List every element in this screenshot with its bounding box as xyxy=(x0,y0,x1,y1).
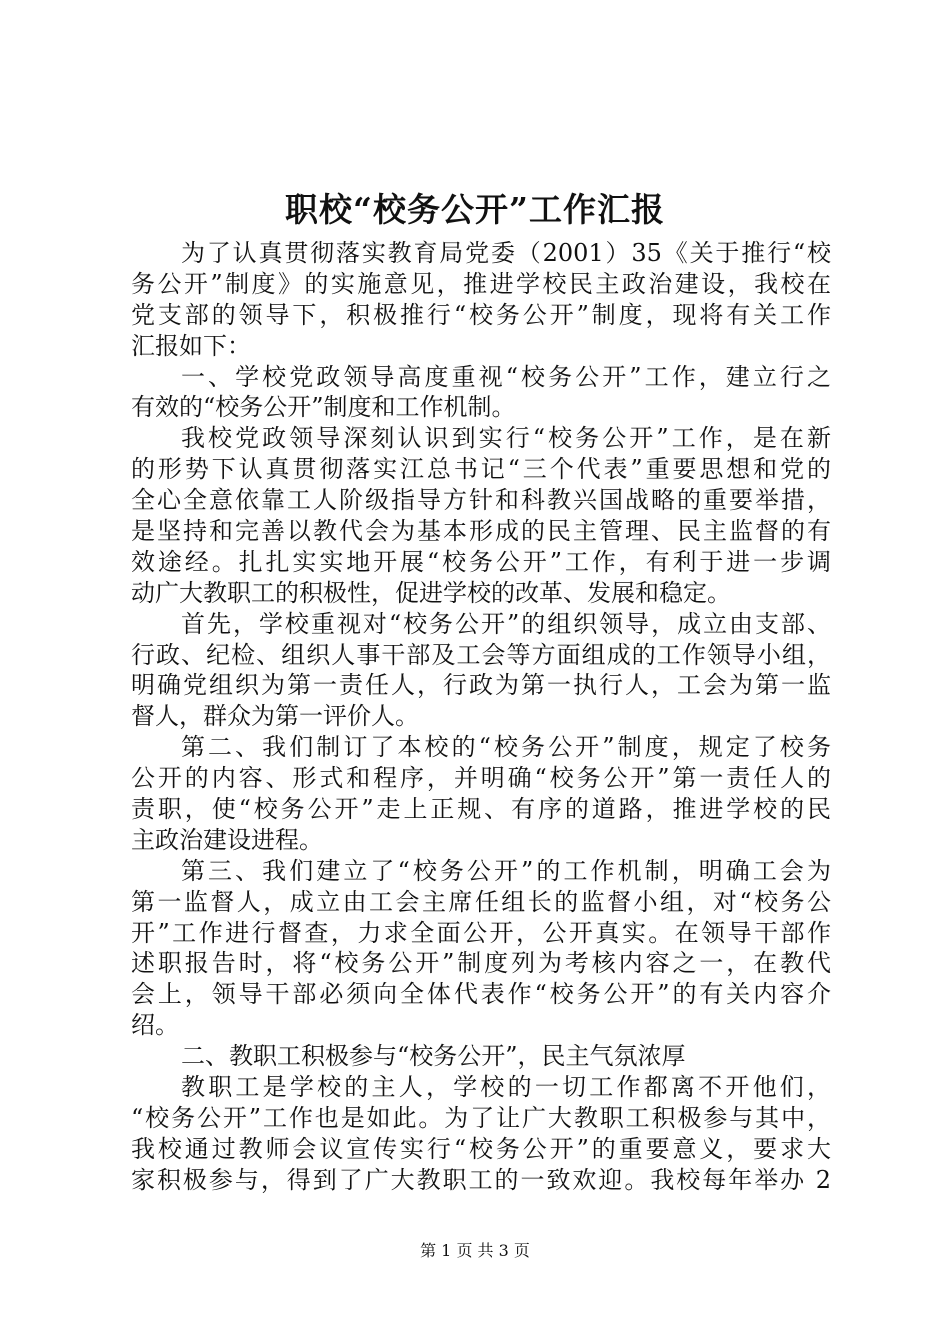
paragraph-first-line: 教职工是学校的主人，学校的一切工作都离不开他们， xyxy=(181,1073,831,1102)
paragraph-line: 主政治建设进程。 xyxy=(131,825,323,854)
paragraph-line: 汇报如下： xyxy=(131,331,251,360)
paragraph-line: 述职报告时，将“校务公开”制度列为考核内容之一，在教代 xyxy=(131,949,831,978)
paragraph-line: 全心全意依靠工人阶级指导方针和科教兴国战略的重要举措， xyxy=(131,486,831,515)
page-footer: 第 1 页 共 3 页 xyxy=(420,1241,530,1260)
document-title: 职校“校务公开”工作汇报 xyxy=(285,190,665,229)
paragraph-first-line: 第三、我们建立了“校务公开”的工作机制，明确工会为 xyxy=(181,856,831,885)
paragraph-line: 党支部的领导下，积极推行“校务公开”制度，现将有关工作 xyxy=(131,300,831,329)
paragraph-first-line: 二、教职工积极参与“校务公开”，民主气氛浓厚 xyxy=(181,1042,686,1071)
paragraph-line: 务公开”制度》的实施意见，推进学校民主政治建设，我校在 xyxy=(131,269,831,298)
paragraph-line: 是坚持和完善以教代会为基本形成的民主管理、民主监督的有 xyxy=(131,517,831,546)
paragraph-line: 会上，领导干部必须向全体代表作“校务公开”的有关内容介 xyxy=(131,980,831,1009)
paragraph-line: 绍。 xyxy=(131,1011,179,1040)
paragraph-line: 明确党组织为第一责任人，行政为第一执行人，工会为第一监 xyxy=(131,671,831,700)
paragraph-line: 的形势下认真贯彻落实江总书记“三个代表”重要思想和党的 xyxy=(131,455,831,484)
paragraph-line: 效途经。扎扎实实地开展“校务公开”工作，有利于进一步调 xyxy=(131,547,831,576)
paragraph-first-line: 第二、我们制订了本校的“校务公开”制度，规定了校务 xyxy=(181,733,831,762)
document-body xyxy=(131,238,831,1196)
paragraph-line: 责职，使“校务公开”走上正规、有序的道路，推进学校的民 xyxy=(131,795,831,824)
paragraph-line: “校务公开”工作也是如此。为了让广大教职工积极参与其中， xyxy=(131,1103,831,1132)
paragraph-line: 动广大教职工的积极性，促进学校的改革、发展和稳定。 xyxy=(131,578,731,607)
paragraph-line: 第一监督人，成立由工会主席任组长的监督小组，对“校务公 xyxy=(131,887,831,916)
paragraph-line: 行政、纪检、组织人事干部及工会等方面组成的工作领导小组， xyxy=(131,640,831,669)
paragraph-first-line: 一、学校党政领导高度重视“校务公开”工作，建立行之 xyxy=(181,362,831,391)
paragraph-line: 我校通过教师会议宣传实行“校务公开”的重要意义，要求大 xyxy=(131,1134,831,1163)
paragraph-first-line: 首先，学校重视对“校务公开”的组织领导，成立由支部、 xyxy=(181,609,831,638)
paragraph-line: 有效的“校务公开”制度和工作机制。 xyxy=(131,393,516,422)
paragraph-line: 公开的内容、形式和程序，并明确“校务公开”第一责任人的 xyxy=(131,764,831,793)
paragraph-line: 家积极参与，得到了广大教职工的一致欢迎。我校每年举办 2 xyxy=(131,1165,831,1194)
paragraph-line: 开”工作进行督查，力求全面公开，公开真实。在领导干部作 xyxy=(131,918,831,947)
paragraph-first-line: 为了认真贯彻落实教育局党委（2001）35《关于推行“校 xyxy=(181,239,831,267)
paragraph-first-line: 我校党政领导深刻认识到实行“校务公开”工作，是在新 xyxy=(181,424,831,453)
paragraph-line: 督人，群众为第一评价人。 xyxy=(131,702,419,731)
